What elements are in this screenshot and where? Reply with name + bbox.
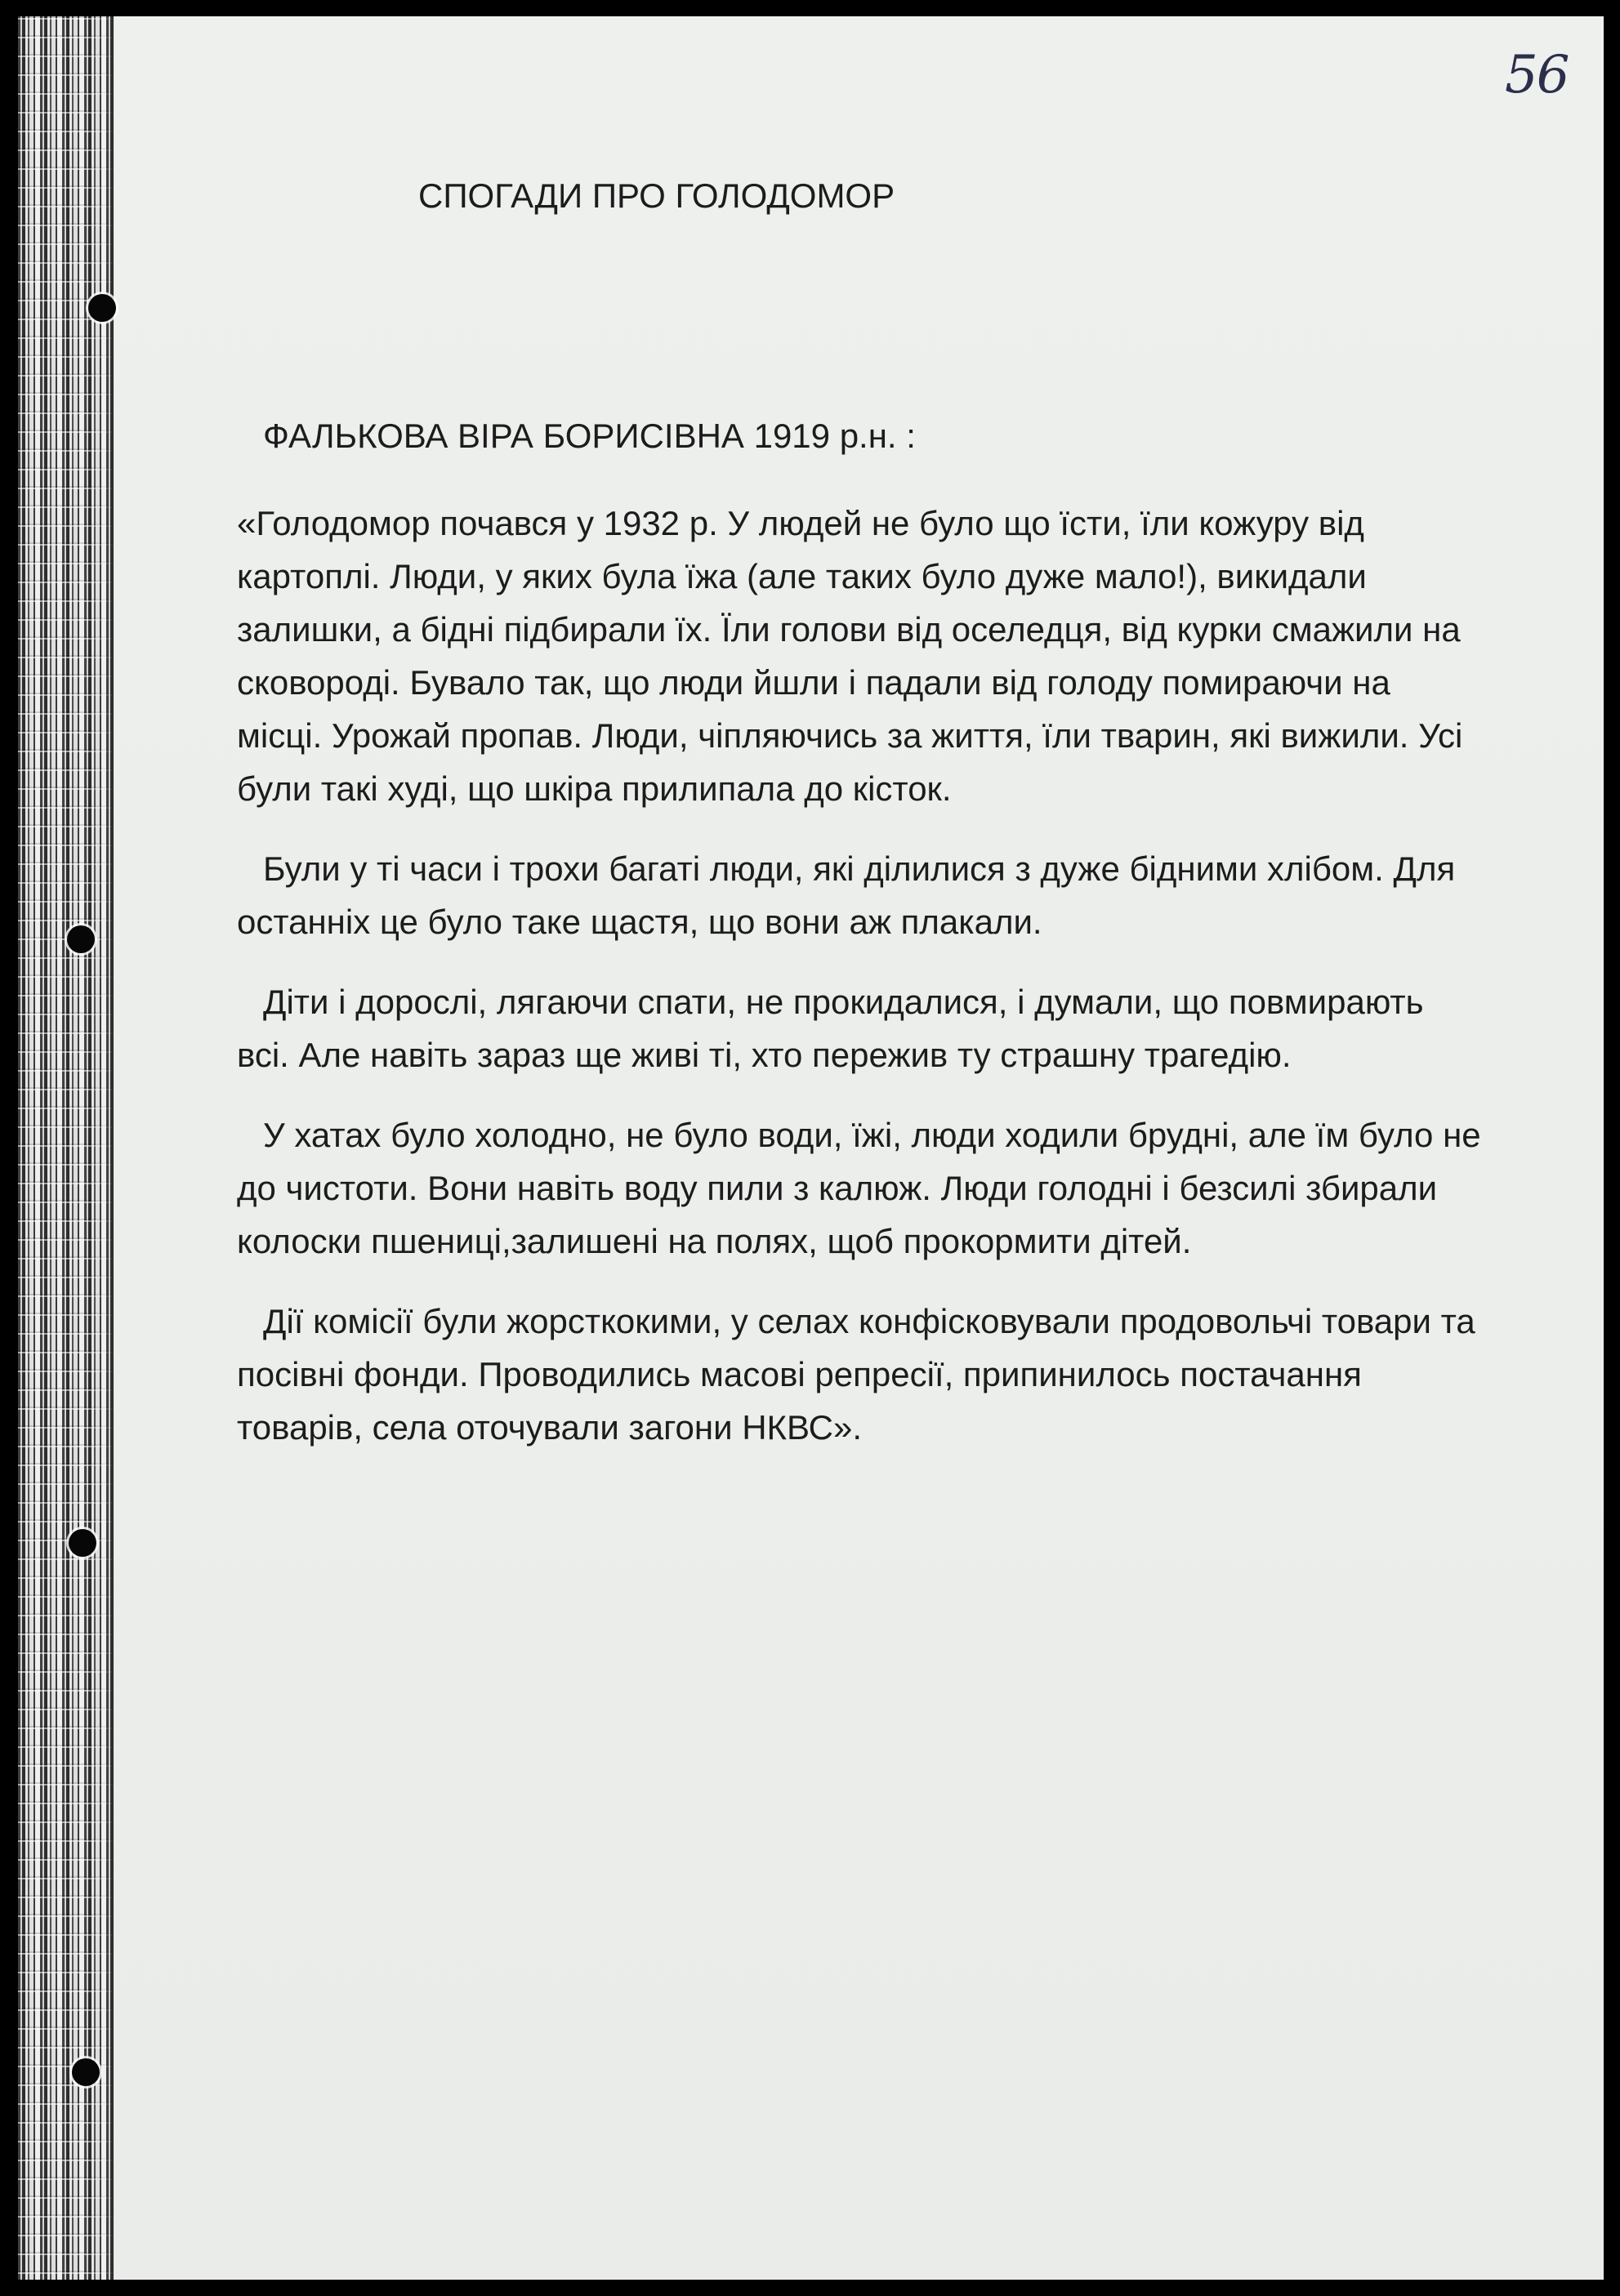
paragraph <box>237 1108 1552 1268</box>
punch-hole <box>67 925 95 953</box>
text-line: Дії комісії були жорсткокими, у селах конфісковували продовольчі товари та <box>263 1302 1475 1340</box>
handwritten-page-number: 56 <box>1505 45 1569 105</box>
text-line: «Голодомор почався у 1932 р. У людей не було що їсти, їли кожуру від <box>237 504 1364 542</box>
testimony-body <box>237 497 1552 1481</box>
text-line: У хатах було холодно, не було води, їжі, люди ходили брудні, але їм було не <box>263 1116 1481 1154</box>
scan-noise <box>18 16 114 2280</box>
text-line: Були у ті часи і трохи багаті люди, які ділилися з дуже бідними хлібом. Для <box>263 849 1456 888</box>
text-line: товарів, села оточували загони НКВС». <box>237 1408 862 1447</box>
paragraph <box>237 842 1552 948</box>
punch-hole <box>69 1529 96 1557</box>
text-line: сковороді. Бувало так, що люди йшли і падали від голоду помираючи на <box>237 663 1390 702</box>
paragraph <box>237 497 1552 815</box>
text-line: колоски пшениці,залишені на полях, щоб прокормити дітей. <box>237 1222 1192 1260</box>
text-line: були такі худі, що шкіра прилипала до кісток. <box>237 769 952 808</box>
text-line: посівні фонди. Проводились масові репресії, припинилось постачання <box>237 1355 1362 1393</box>
punch-hole <box>88 294 116 322</box>
text-line: місці. Урожай пропав. Люди, чіпляючись за життя, їли тварин, які вижили. Усі <box>237 716 1463 755</box>
text-line: Діти і дорослі, лягаючи спати, не прокидалися, і думали, що повмирають <box>263 983 1424 1021</box>
paragraph <box>237 975 1552 1081</box>
document-title: СПОГАДИ ПРО ГОЛОДОМОР <box>418 176 895 215</box>
document-page <box>18 16 1604 2280</box>
text-line: всі. Але навіть зараз ще живі ті, хто пережив ту страшну трагедію. <box>237 1036 1292 1074</box>
punch-hole <box>72 2058 100 2086</box>
text-line: до чистоти. Вони навіть воду пили з калюж. Люди голодні і безсилі збирали <box>237 1169 1438 1207</box>
text-line: залишки, а бідні підбирали їх. Їли голови від оселедця, від курки смажили на <box>237 610 1461 649</box>
paragraph <box>237 1295 1552 1454</box>
text-line: останніх це було таке щастя, що вони аж плакали. <box>237 903 1042 941</box>
author-line: ФАЛЬКОВА ВІРА БОРИСІВНА 1919 р.н. : <box>263 417 916 455</box>
text-line: картоплі. Люди, у яких була їжа (але таких було дуже мало!), викидали <box>237 557 1367 595</box>
